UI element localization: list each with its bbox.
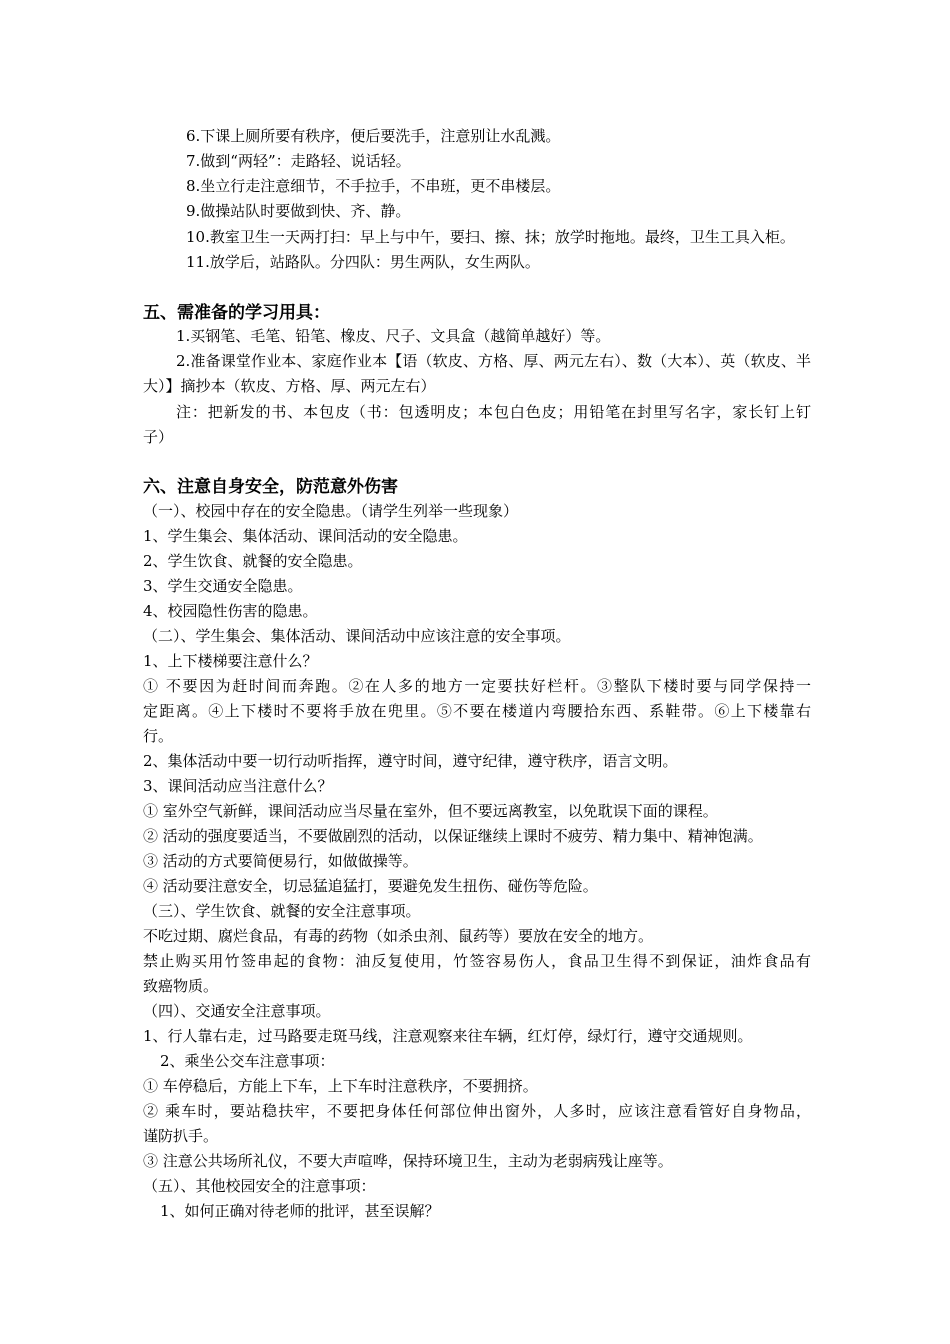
safety-line: 4、校园隐性伤害的隐患。 xyxy=(143,602,318,620)
safety-line: （三）、学生饮食、就餐的安全注意事项。 xyxy=(143,902,421,920)
safety-line: 2、乘坐公交车注意事项： xyxy=(160,1052,335,1070)
safety-line: 1、上下楼梯要注意什么？ xyxy=(143,652,318,670)
safety-line: 3、课间活动应当注意什么？ xyxy=(143,777,333,795)
section-heading-safety: 六、注意自身安全，防范意外伤害 xyxy=(143,477,398,497)
section-heading-supplies: 五、需准备的学习用具： xyxy=(143,303,330,323)
safety-line: 不吃过期、腐烂食品，有毒的药物（如杀虫剂、鼠药等）要放在安全的地方。 xyxy=(143,927,654,945)
supplies-item-2-line1: 2.准备课堂作业本、家庭作业本【语（软皮、方格、厚、两元左右）、数（大本）、英（软皮、半 xyxy=(176,352,811,370)
rule-item-11: 11.放学后，站路队。分四队：男生两队，女生两队。 xyxy=(186,253,540,271)
safety-line: 1、如何正确对待老师的批评，甚至误解？ xyxy=(160,1202,440,1220)
safety-line: 谨防扒手。 xyxy=(143,1127,219,1145)
safety-line: ② 活动的强度要适当，不要做剧烈的活动，以保证继续上课时不疲劳、精力集中、精神饱满。 xyxy=(143,827,763,845)
safety-line: ② 乘车时，要站稳扶牢，不要把身体任何部位伸出窗外，人多时，应该注意看管好自身物品， xyxy=(143,1102,811,1120)
safety-line: 3、学生交通安全隐患。 xyxy=(143,577,303,595)
safety-line: ③ 活动的方式要简便易行，如做做操等。 xyxy=(143,852,418,870)
safety-line: 禁止购买用竹签串起的食物：油反复使用，竹签容易伤人，食品卫生得不到保证，油炸食品有 xyxy=(143,952,811,970)
safety-line: （一）、校园中存在的安全隐患。（请学生列举一些现象） xyxy=(143,502,519,520)
safety-line: ① 车停稳后，方能上下车，上下车时注意秩序，不要拥挤。 xyxy=(143,1077,538,1095)
rule-item-7: 7.做到“两轻”：走路轻、说话轻。 xyxy=(186,152,411,170)
safety-line: 1、行人靠右走，过马路要走斑马线，注意观察来往车辆，红灯停，绿灯行，遵守交通规则。 xyxy=(143,1027,753,1045)
rule-item-8: 8.坐立行走注意细节，不手拉手，不串班，更不串楼层。 xyxy=(186,177,561,195)
safety-line: 致癌物质。 xyxy=(143,977,219,995)
safety-line: 2、集体活动中要一切行动听指挥，遵守时间，遵守纪律，遵守秩序，语言文明。 xyxy=(143,752,678,770)
safety-line: ① 室外空气新鲜，课间活动应当尽量在室外，但不要远离教室，以免耽误下面的课程。 xyxy=(143,802,718,820)
safety-line: （四）、交通安全注意事项。 xyxy=(143,1002,331,1020)
safety-line: （二）、学生集会、集体活动、课间活动中应该注意的安全事项。 xyxy=(143,627,571,645)
safety-line: 2、学生饮食、就餐的安全隐患。 xyxy=(143,552,363,570)
rule-item-9: 9.做操站队时要做到快、齐、静。 xyxy=(186,202,411,220)
rule-item-6: 6.下课上厕所要有秩序，便后要洗手，注意别让水乱溅。 xyxy=(186,127,561,145)
supplies-item-2-line2: 大）】摘抄本（软皮、方格、厚、两元左右） xyxy=(143,377,436,395)
rule-item-10: 10.教室卫生一天两打扫：早上与中午，要扫、擦、抹；放学时拖地。最终，卫生工具入柜。 xyxy=(186,228,795,246)
safety-line: 行。 xyxy=(143,727,174,745)
supplies-note-line2: 子） xyxy=(143,428,174,446)
supplies-item-1: 1.买钢笔、毛笔、铅笔、橡皮、尺子、文具盒（越简单越好）等。 xyxy=(176,327,611,345)
safety-line: ① 不要因为赶时间而奔跑。②在人多的地方一定要扶好栏杆。③整队下楼时要与同学保持一 xyxy=(143,677,811,695)
safety-line: （五）、其他校园安全的注意事项： xyxy=(143,1177,376,1195)
safety-line: ③ 注意公共场所礼仪，不要大声喧哗，保持环境卫生，主动为老弱病残让座等。 xyxy=(143,1152,673,1170)
safety-line: 1、学生集会、集体活动、课间活动的安全隐患。 xyxy=(143,527,468,545)
safety-line: 定距离。④上下楼时不要将手放在兜里。⑤不要在楼道内弯腰拾东西、系鞋带。⑥上下楼靠右 xyxy=(143,702,811,720)
safety-line: ④ 活动要注意安全，切忌猛追猛打，要避免发生扭伤、碰伤等危险。 xyxy=(143,877,598,895)
supplies-note-line1: 注：把新发的书、本包皮（书：包透明皮；本包白色皮；用铅笔在封里写名字，家长钉上钉 xyxy=(176,403,811,421)
